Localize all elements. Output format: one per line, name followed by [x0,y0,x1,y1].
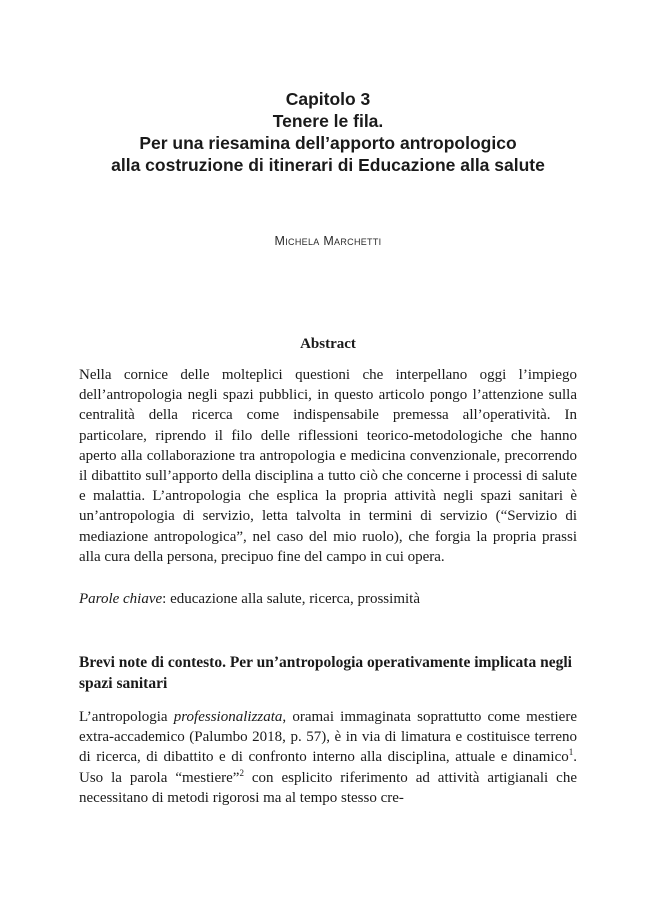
paragraph-end: con esplicito riferimento ad attività artigianali che necessitano di metodi rigorosi ma al tempo stesso cre- [79,769,577,806]
chapter-title-line: Tenere le fila. [272,111,384,131]
abstract-text: Nella cornice delle molteplici questioni che interpellano oggi l’impiego dell’antropologia negli spazi pubblici, in questo articolo pongo l’attenzione sulla centralità della ricerca come indispensabile premessa all’operatività. In particolare, riprendo il filo delle riflessioni teorico-metodologiche che hanno aperto alla collaborazione tra antropologia e medicina convenzionale, precorrendo il dibattito sull’apporto della disciplina a tutto ciò che concerne i processi di salute e malattia. L’antropologia che esplica la propria attività negli spazi sanitari è un’antropologia di servizio, letta talvolta in termini di servizio (“Servizio di mediazione antropologica”, nel caso del mio ruolo), che forgia la propria prassi alla cura della persona, precipuo fine del campo in cui opera. [79,367,577,565]
footnote-ref-2[interactable]: 2 [239,767,244,778]
abstract-heading: Abstract [300,336,356,352]
paragraph-middle: , oramai immaginata soprattutto come mestiere extra-accademico (Palumbo 2018, p. 57), è in via di limatura e costituisce terreno di ricerca, di dibattito e di confronto interno alla disciplina, attuale e dinamico [79,709,577,766]
keywords-separator: : [162,591,171,608]
chapter-subtitle-line-1: Per una riesamina dell’apporto antropologico [139,133,517,153]
keywords-values: educazione alla salute, ricerca, prossimità [170,591,420,608]
section-paragraph [79,707,577,808]
author-name: Michela Marchetti [274,234,382,248]
footnote-ref-1[interactable]: 1 [568,747,574,758]
paragraph-start: L’antropologia [79,709,174,726]
paragraph-middle-2: . Uso la parola “mestiere” [79,749,577,786]
section-heading: Brevi note di contesto. Per un’antropologia operativamente implicata negli spazi sanitari [79,654,572,692]
chapter-subtitle-line-2: alla costruzione di itinerari di Educazione alla salute [111,155,545,175]
keywords [79,589,577,609]
chapter-title [79,88,577,176]
keywords-label: Parole chiave [79,591,163,608]
page [79,88,577,808]
paragraph-italic-term: professionalizzata [173,709,283,726]
chapter-number: Capitolo 3 [285,89,371,109]
